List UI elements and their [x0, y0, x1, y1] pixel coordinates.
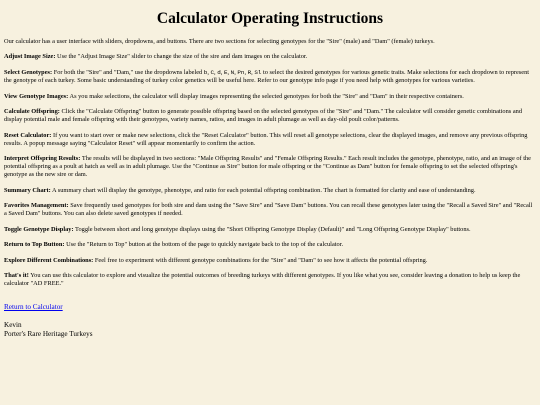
section-adjust-image-size: [4, 53, 536, 61]
section-text: Feel free to experiment with different genotype combinations for the "Sire" and "Dam" to see how it affects the potential offspring.: [94, 256, 428, 264]
section-text: A summary chart will display the genotype, phenotype, and ratio for each potential offspring combination. The chart is formatted for clarity and ease of understanding.: [51, 186, 476, 194]
section-return-to-top: [4, 241, 536, 249]
section-heading: Summary Chart:: [4, 186, 51, 194]
section-text: Click the "Calculate Offspring" button to generate possible offspring based on the selected genotypes of the "Sire" and "Dam." The calculator will consider genetic combinations and display potential male and female offspring with their genotypes, variety names, ratios, and images in adult plumage as well as day-old poult color/patterns.: [4, 108, 522, 124]
dropdown-code: b: [203, 68, 208, 76]
section-text: For both the "Sire" and "Dam," use the dropdowns labeled: [53, 68, 203, 76]
section-text: The results will be displayed in two sections: "Male Offspring Results" and "Female Offspring Results." Each result includes the genotype, phenotype, ratio, and an image of the potential offspring as a poult at hatch as well as in adult plumage. Use the "Continue as Sire" button for male offspring or the "Continue as Dam" button for female offspring to set the selected offspring's genotype as the new sire or dam.: [4, 155, 532, 179]
section-view-genotype-images: [4, 93, 536, 101]
intro-text: Our calculator has a user interface with sliders, dropdowns, and buttons. There are two sections for selecting genotypes for the "Sire" (male) and "Dam" (female) turkeys.: [4, 38, 435, 45]
section-text: You can use this calculator to explore and visualize the potential outcomes of breeding turkeys with different genotypes. If you like what you see, consider leaving a donation to help us keep the calculator "AD FREE.": [4, 272, 521, 288]
section-text: Use the "Adjust Image Size" slider to change the size of the sire and dam images on the calculator.: [57, 53, 308, 61]
dropdown-code: Pn: [237, 68, 245, 76]
section-heading: Interpret Offspring Results:: [4, 155, 81, 163]
dropdown-code: N: [230, 68, 235, 76]
section-heading: Calculate Offspring:: [4, 108, 60, 116]
section-heading: Return to Top Button:: [4, 241, 65, 249]
dropdown-code: R: [247, 68, 252, 76]
section-heading: Toggle Genotype Display:: [4, 225, 74, 233]
dropdown-code: d: [217, 68, 221, 76]
section-heading: Select Genotypes:: [4, 68, 53, 76]
section-reset-calculator: [4, 132, 536, 148]
section-text: Use the "Return to Top" button at the bottom of the page to quickly navigate back to the top of the calculator.: [66, 241, 344, 249]
page-title: Calculator Operating Instructions: [156, 10, 384, 27]
section-text: As you make selections, the calculator will display images representing the selected genotypes for both the "Sire" and "Dam" in their respective containers.: [69, 92, 464, 100]
section-interpret-results: [4, 155, 536, 179]
section-heading: That's it!: [4, 272, 29, 280]
section-text: Toggle between short and long genotype displays using the "Short Offspring Genotype Display (Default)" and "Long Offspring Genotype Display" buttons.: [75, 225, 471, 233]
section-heading: View Genotype Images:: [4, 92, 69, 100]
signature-name: Kevin: [4, 320, 22, 329]
section-favorites-management: [4, 202, 536, 218]
signature: [4, 321, 536, 339]
section-heading: Favorites Management:: [4, 202, 69, 210]
section-thats-it: [4, 272, 536, 288]
dropdown-code: Sl: [254, 68, 262, 76]
section-heading: Reset Calculator:: [4, 131, 52, 139]
section-heading: Explore Different Combinations:: [4, 256, 94, 264]
section-text: If you want to start over or make new selections, click the "Reset Calculator" button. This will reset all genotype selections, clear the displayed images, and remove any previous offspring results. A popup message saying "Calculator Reset" will appear momentarily to confirm the action.: [4, 131, 528, 147]
dropdown-code: E: [223, 68, 228, 76]
section-calculate-offspring: [4, 108, 536, 124]
section-summary-chart: [4, 187, 536, 195]
section-toggle-genotype-display: [4, 226, 536, 234]
section-text: to select the desired genotypes for various genetic traits. Make selections for each dropdown to represent the genotype of each turkey. Some basic understanding of turkey color genetics will be useful here. Refer to our genotype info page if you need help with genotypes for various varieties.: [4, 68, 530, 85]
section-select-genotypes: Select Genotypes: For both the "Sire" and "Dam," use the dropdowns labeled b, C, d, E, N, Pn, R, Sl to select the desired genotypes for various genetic traits. Make selections for each dropdown to represent the genotype of each turkey. Some basic understanding of turkey color genetics will be useful here. Refer to our genotype info page if you need help with genotypes for various varieties.: [4, 68, 530, 85]
dropdown-code: C: [210, 68, 215, 76]
return-to-calculator-link[interactable]: Return to Calculator: [4, 302, 63, 311]
signature-org: Porter's Rare Heritage Turkeys: [4, 329, 93, 338]
section-text: Save frequently used genotypes for both sire and dam using the "Save Sire" and "Save Dam" buttons. You can recall these genotypes later using the "Recall a Saved Sire" and "Recall a Saved Dam" buttons. You can also delete saved genotypes if needed.: [4, 202, 533, 218]
section-explore-combinations: [4, 257, 536, 265]
section-heading: Adjust Image Size:: [4, 53, 56, 61]
